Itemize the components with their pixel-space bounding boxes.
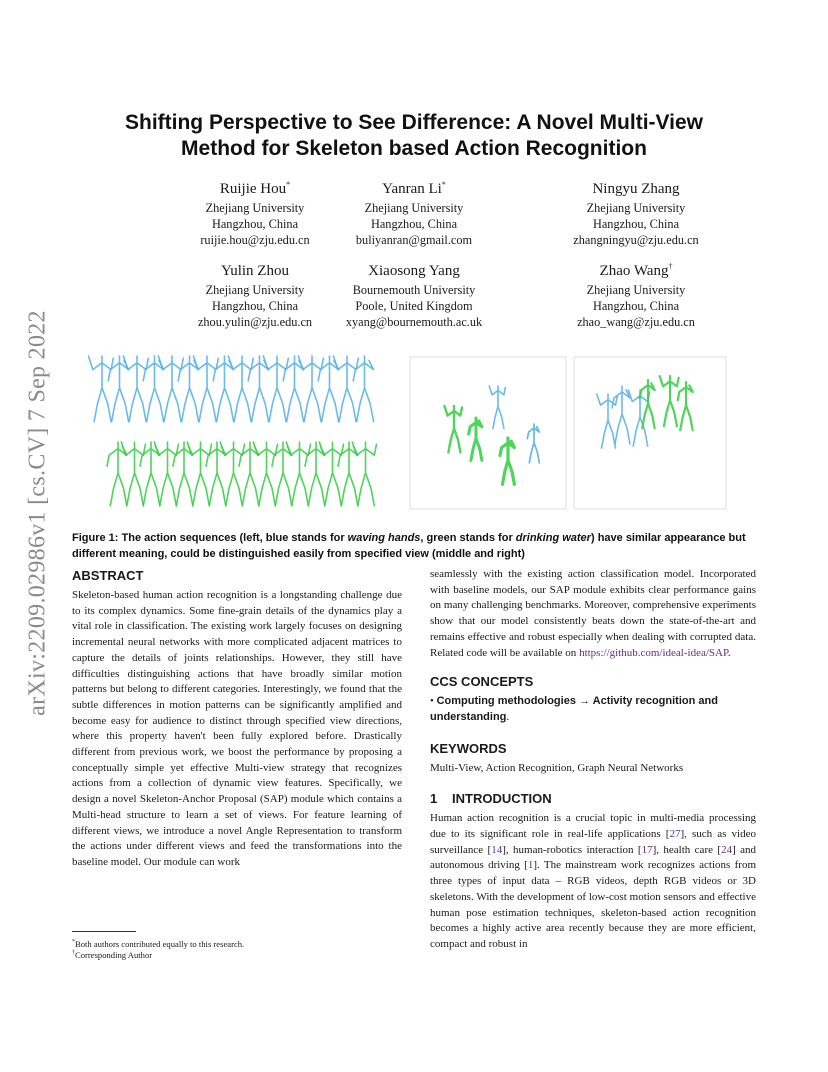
right-column [430,567,756,953]
view-panel-right [574,357,726,509]
author-name: Yanran Li* [382,180,446,197]
author-affiliation: Zhejiang University [586,201,686,215]
author-affiliation: Zhejiang University [586,283,686,297]
skeleton-pose [444,406,462,452]
footnote-rule [72,931,136,932]
skeleton-pose [612,386,630,444]
author-location: Hangzhou, China [211,299,299,313]
author-email[interactable]: ruijie.hou@zju.edu.cn [200,233,310,247]
skeleton-pose [500,438,514,484]
ccs-concept: Computing methodologies → Activity recognition and understanding [430,695,718,723]
keywords-heading: KEYWORDS [430,740,507,756]
author-affiliation: Zhejiang University [364,201,464,215]
arxiv-id: arXiv:2209.02986v1 [cs.CV] 7 Sep 2022 [24,310,51,716]
intro-number: 1 [430,791,438,807]
figure-1 [88,346,748,514]
skeleton-pose [527,424,539,463]
ccs-end: . [506,710,510,723]
skeleton-pose [469,418,482,461]
abstract-end: . [727,646,731,659]
arxiv-sidebar [18,268,58,758]
skeleton-pose [660,376,679,426]
citation-link[interactable]: 17 [641,843,653,856]
caption-text-c: ) have similar appearance but different meaning, could be distinguished easily from specified view (middle and right) [72,532,746,560]
ccs-text [430,694,756,725]
author-email[interactable]: buliyanran@gmail.com [355,233,473,247]
footnote-2: †Corresponding Author [72,949,153,960]
caption-text-b: , green stands for [420,532,516,544]
figure-caption [72,531,756,562]
author-affiliation: Bournemouth University [352,283,476,297]
citation-link[interactable]: 27 [669,828,681,841]
author-email[interactable]: xyang@bournemouth.ac.uk [345,315,483,329]
left-column [72,567,402,871]
author-card [304,257,524,330]
author-name: Ruijie Hou* [219,180,291,197]
skeleton-pose [597,394,618,448]
author-email[interactable]: zhao_wang@zju.edu.cn [577,315,695,329]
author-location: Hangzhou, China [592,217,680,231]
caption-label: Figure 1: [72,532,119,544]
abstract-continued [430,567,756,661]
author-location: Hangzhou, China [592,299,680,313]
author-name: Xiaosong Yang [368,263,460,279]
abstract-continued-text: seamlessly with the existing action classification model. Incorporated with baseline models, our SAP module exhibits clear performance gains on many challenging benchmarks. Moreover, comprehensive experiments show that our model consistently beats down the state-of-the-art and remains effective and robust especially when dealing with corrupted data. Related code will be available on [430,568,756,659]
intro-title: INTRODUCTION [452,791,552,807]
author-name: Ningyu Zhang [592,181,680,197]
author-email[interactable]: zhou.yulin@zju.edu.cn [197,315,313,329]
footnote-1: *Both authors contributed equally to this research. [72,938,245,949]
skeleton-pose [678,382,693,430]
citation-link[interactable]: 1 [527,859,534,872]
view-panel-middle [410,357,566,509]
author-location: Poole, United Kingdom [355,299,473,313]
author-name: Zhao Wang† [599,262,673,279]
keywords-text: Multi-View, Action Recognition, Graph Neural Networks [430,761,684,774]
caption-waving-hands: waving hands [347,532,421,544]
citation-link[interactable]: 24 [721,843,733,856]
citation-link[interactable]: 14 [491,843,503,856]
intro-heading [430,790,756,808]
ccs-bullet: • [430,695,437,708]
author-card [526,175,746,248]
skeleton-pose [88,356,113,422]
ccs-heading: CCS CONCEPTS [430,674,534,690]
code-link[interactable]: https://github.com/ideal-idea/SAP [579,646,728,659]
author-name: Yulin Zhou [221,263,289,279]
author-email[interactable]: zhangningyu@zju.edu.cn [573,233,699,247]
abstract-text: Skeleton-based human action recognition is a longstanding challenge due to its complex dynamics. Some fine-grain details of the dynamics play a vital role in classification. The existing work largely focuses on designing incremental neural networks with more complicated adjacent matrices to capture the details of joints relationships. However, they still have difficulties distinguishing actions that have broadly similar motion patterns but belong to different categories. Interestingly, we found that the subtle differences in motion patterns can be significantly amplified and become easy for audience to distinct through specified view directions, where this property haven't been fully explored before. Drastically different from previous work, we boost the performance by proposing a conceptually simple yet effective Multi-view strategy that recognizes actions from a collection of dynamic view features. Specifically, we design a novel Skeleton-Anchor Proposal (SAP) module which contains a Multi-head structure to learn a set of views. For feature learning of different views, we introduce a novel Angle Representation to transform the actions under different views and feed the transformations into the baseline model. Our module can work [72,589,402,868]
title-line-1: Shifting Perspective to See Difference: A Novel Multi-View [124,111,704,134]
skeleton-figure [88,346,748,514]
paper-title [80,110,748,162]
author-location: Hangzhou, China [211,217,299,231]
caption-text-a: The action sequences (left, blue stands for [118,532,348,544]
author-affiliation: Zhejiang University [205,283,305,297]
title-line-2: Method for Skeleton based Action Recognition [181,137,647,160]
author-card [304,175,524,248]
skeleton-pose [489,386,505,429]
abstract-heading: ABSTRACT [72,568,144,583]
caption-drinking-water: drinking water [515,532,591,544]
author-card [526,257,746,330]
author-affiliation: Zhejiang University [205,201,305,215]
intro-text: Human action recognition is a crucial topic in multi-media processing due to its significant role in real-life applications [27], such as video surveillance [14], human-robotics interaction [17], health care [24] and autonomous driving [1]. The mainstream work recognizes actions from three types of input data – RGB videos, depth RGB videos or 3D skeletons. With the development of low-cost motion sensors and effective human pose estimation techniques, skeleton-based action recognition becomes a highly active area recently because they are more efficient, compact and robust in [430,812,757,950]
author-location: Hangzhou, China [370,217,458,231]
